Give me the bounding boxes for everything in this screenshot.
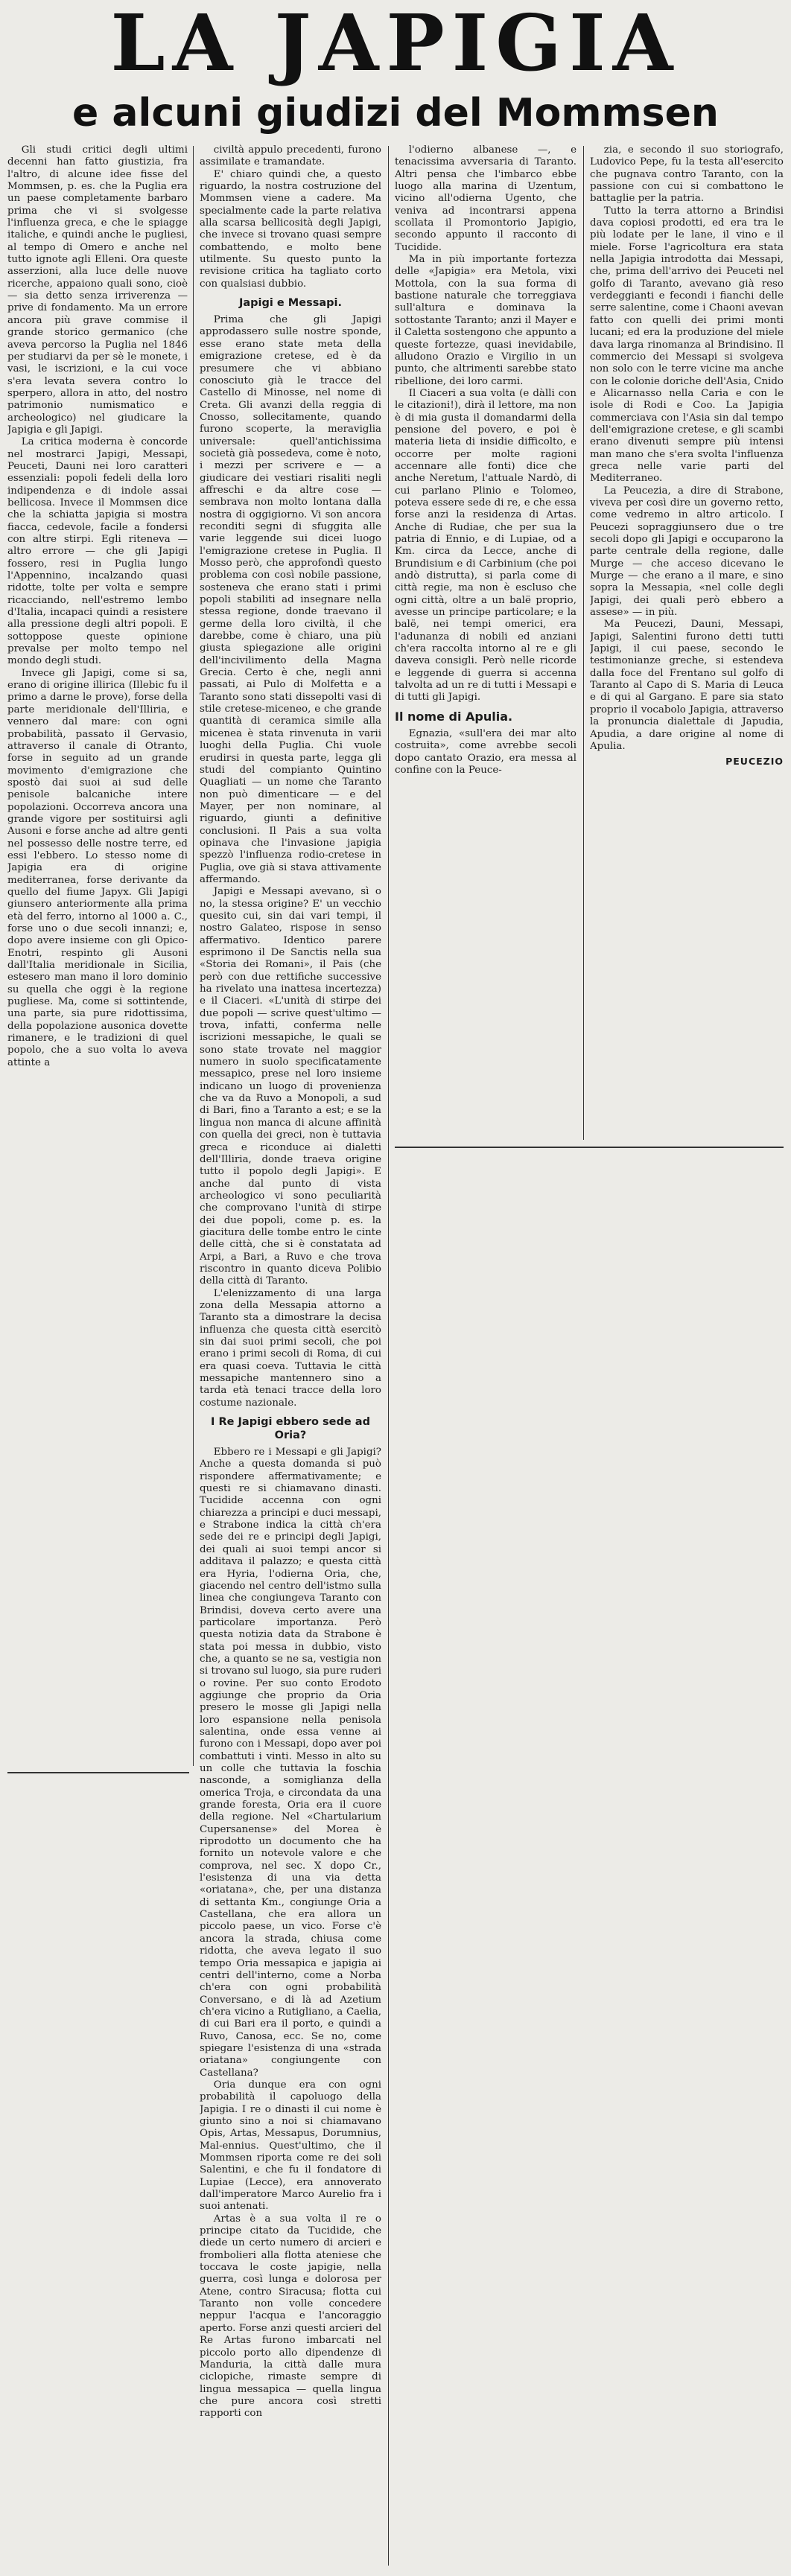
paragraph: Japigi e Messapi avevano, sì o no, la stessa origine? E' un vecchio quesito cui, sin dai vari tempi, il nostro Galateo, rispose in senso affermativo. Identico parere esprimono il De Sanctis nella sua «Storia dei Romani», il Pais (che però con due rettifiche successive ha rivelato una inattesa incertezza) e il Ciaceri. «L'unità di stirpe dei due popoli — scrive quest'ultimo — trova, infatti, conferma nelle iscrizioni messapiche, le quali se sono state trovate nel maggior numero in suolo specificatamente messapico, prese nel loro insieme indicano un luogo di provenienza che va da Ruvo a Monopoli, a sud di Bari, fino a Taranto a est; e se la lingua non manca di alcune affinità con quella dei greci, non è tuttavia greca e riconduce ai dialetti dell'Illiria, donde traeva origine tutto il popolo degli Japigi». E anche dal punto di vista archeologico vi sono peculiarità che comprovano l'unità di stirpe dei due popoli, come p. es. la giacitura delle tombe entro le cinte delle città, che si è constatata ad Arpi, a Bari, a Ruvo e che trova riscontro in quanto diceva Polibio della città di Taranto. <box>200 886 381 1287</box>
paragraph: Oria dunque era con ogni probabilità il capoluogo della Japigia. I re o dinasti il cui nome è giunto sino a noi si chiamavano Opis, Artas, Messapus, Dorumnius, Mal-ennius. Quest'ultimo, che il Mommsen riporta come re dei soli Salentini, e che fu il fondatore di Lupiae (Lecce), era annoverato dall'imperatore Marco Aurelio fra i suoi antenati. <box>200 2079 381 2213</box>
paragraph: Invece gli Japigi, come si sa, erano di origine illirica (Illebic fu il primo a darne le prove), forse della parte meridionale dell'Illiria, e vennero dal mare: con ogni probabilità, passato il Gervasio, attraverso il canale di Otranto, forse in seguito ad un grande movimento d'emigrazione che spostò dai suoi ai sud delle penisole balcaniche intere popolazioni. Occorreva ancora una grande vigore per sostituirsi agli Ausoni e forse anche ad altre genti nel possesso delle nostre terre, ed essi l'ebbero. Lo stesso nome di Japigia era di origine mediterranea, forse derivante da quello del fiume Japyx. Gli Japigi giunsero anteriormente alla prima età del ferro, intorno al 1000 a. C., forse uno o due secoli innanzi; e, dopo avere insieme con gli Opico-Enotri, respinto gli Ausoni dall'Italia meridionale in Sicilia, estesero man mano il loro dominio su quella che oggi è la regione pugliese. Ma, come si sottintende, una parte, sia pure ridottissima, della popolazione ausonica dovette rimanere, e le tradizioni di quel popolo, che a suo volta lo aveva attinte a <box>7 667 188 1068</box>
column-rule <box>583 146 584 1140</box>
column-rule <box>388 146 389 2566</box>
section-heading: I Re Japigi ebbero sede ad Oria? <box>211 1416 370 1442</box>
headline-subtitle: e alcuni giudizi del Mommsen <box>72 91 719 136</box>
headline-title: LA JAPIGIA <box>110 0 681 89</box>
paragraph: Ma in più importante fortezza delle «Japigia» era Metola, vixi Mottola, con la sua forma di bastione naturale che torreggiava sull'altura e dominava la sottostante Taranto; anzi il Mayer e il Caletta sostengono che appunto a queste fortezze, quasi inevidabile, alludono Orazio e Virgilio in un punto, che altrimenti sarebbe stato ribellione, dei loro carmi. <box>395 254 576 387</box>
paragraph: civiltà appulo precedenti, furono assimilate e tramandate. <box>200 144 381 168</box>
paragraph: zia, e secondo il suo storiografo, Ludovico Pepe, fu la testa all'esercito che pugnava contro Taranto, con la passione con cui si combattono le battaglie per la patria. <box>590 144 784 205</box>
article-column-2 <box>200 144 381 2572</box>
paragraph: l'odierno albanese —, e tenacissima avversaria di Taranto. Altri pensa che l'imbarco ebbe luogo alla marina di Uzentum, vicino all'odierna Ugento, che veniva ad incontrarsi appena scollata il Promontorio Japigio, secondo appunto il racconto di Tucidide. <box>395 144 576 253</box>
paragraph: E' chiaro quindi che, a questo riguardo, la nostra costruzione del Mommsen viene a cadere. Ma specialmente cade la parte relativa alla scarsa bellicosità degli Japigi, che invece si trovano quasi sempre combattendo, e molto bene utilmente. Su questo punto la revisione critica ha tagliato corto con qualsiasi dubbio. <box>200 168 381 290</box>
paragraph: La Peucezia, a dire di Strabone, viveva per così dire un governo retto, come vedremo in altro articolo. I Peucezi sopraggiunsero due o tre secoli dopo gli Japigi e occuparono la parte centrale della regione, dalle Murge — che acceso dicevano le Murge — che erano a il mare, e sino sopra la Messapia, «nel colle degli Japigi, dei quali però ebbero a assese» — in più. <box>590 485 784 619</box>
article-column-1 <box>7 144 188 1767</box>
article-column-4 <box>590 144 784 1142</box>
column-end-rule <box>7 1772 189 1773</box>
section-heading: Il nome di Apulia. <box>395 709 513 724</box>
paragraph: Artas è a sua volta il re o principe citato da Tucidide, che diede un certo numero di arcieri e frombolieri alla flotta ateniese che toccava le coste japigie, nella guerra, così lunga e dolorosa per Atene, contro Siracusa; flotta cui Taranto non volle concedere neppur l'acqua e l'ancoraggio aperto. Forse anzi questi arcieri del Re Artas furono imbarcati nel piccolo porto allo dipendenze di Manduria, la città dalle mura ciclopiche, rimaste sempre di lingua messapica — quella lingua che pure ancora così stretti rapporti con <box>200 2213 381 2420</box>
paragraph: Ebbero re i Messapi e gli Japigi? Anche a questa domanda si può rispondere affermativamente; e questi re si chiamavano dinasti. Tucidide accenna con ogni chiarezza a principi e duci messapi, e Strabone indica la città ch'era sede dei re e principi degli Japigi, dei quali ai suoi tempi ancor si additava il palazzo; e questa città era Hyria, l'odierna Oria, che, giacendo nel centro dell'istmo sulla linea che congiungeva Taranto con Brindisi, doveva certo avere una particolare importanza. Però questa notizia data da Strabone è stata poi messa in dubbio, visto che, a quanto se ne sa, vestigia non si trovano sul luogo, sia pure ruderi o rovine. Per suo conto Erodoto aggiunge che proprio da Oria presero le mosse gli Japigi nella loro espansione nella penisola salentina, onde essa venne ai furono con i Messapi, dopo aver poi combattuti i vinti. Messo in alto su un colle che tuttavia la foschia nasconde, a somiglianza della omerica Troja, e circondata da una grande foresta, Oria era il cuore della regione. Nel «Chartularium Cupersanense» del Morea è riprodotto un documento che ha fornito un notevole valore e che comprova, nel sec. X dopo Cr., l'esistenza di una via detta «oriatana», che, per una distanza di settanta Km., congiunge Oria a Castellana, che era allora un piccolo paese, un vico. Forse c'è ancora la strada, chiusa come ridotta, che aveva legato il suo tempo Oria messapica e japigia ai centri dell'interno, come a Norba ch'era con ogni probabilità Conversano, e di là ad Azetium ch'era vicino a Rutigliano, a Caelia, di cui Bari era il porto, e quindi a Ruvo, Canosa, ecc. Se no, come spiegare l'esistenza di una «strada oriatana» congiungente con Castellana? <box>200 1447 381 2079</box>
paragraph: L'elenizzamento di una larga zona della Messapia attorno a Taranto sta a dimostrare la decisa influenza che questa città esercitò sin dai suoi primi secoli, che poi erano i primi secoli di Roma, di cui era quasi coeva. Tuttavia le città messapiche mantennero sino a tarda età tenaci tracce della loro costume nazionale. <box>200 1287 381 1409</box>
column-rule <box>193 146 194 1766</box>
paragraph: Ma Peucezi, Dauni, Messapi, Japigi, Salentini furono detti tutti Japigi, il cui paese, secondo le testimonianze greche, si estendeva dalla foce del Frentano sul golfo di Taranto al Capo di S. Maria di Leuca e di qui al Gargano. E pare sia stato proprio il vocabolo Japigia, attraverso la pronuncia dialettale di Japudia, Apudia, a dare origine al nome di Apulia. <box>590 619 784 752</box>
paragraph: La critica moderna è concorde nel mostrarci Japigi, Messapi, Peuceti, Dauni nei loro caratteri essenziali: popoli fedeli della loro indipendenza e di indole assai bellicosa. Invece il Mommsen dice che la schiatta japigia si mostra fiacca, cedevole, facile a fondersi con altre stirpi. Egli riteneva — altro errore — che gli Japigi fossero, resi in Puglia lungo l'Appennino, incalzando quasi ridotte, tolte per volta e sempre ricacciando, nell'estremo lembo d'Italia, incapaci quindi a resistere alla pressione degli altri popoli. E sottoppose queste opinione prevalse per molto tempo nel mondo degli studi. <box>7 436 188 667</box>
paragraph: Il Ciaceri a sua volta (e dàlli con le citazioni!), dirà il lettore, ma non è di mia gusta il domandarmi della pensione del povero, e poi è materia lieta di insidie difficolto, e occorre per molte ragioni accennare alle fonti) dice che anche Neretum, l'attuale Nardò, di cui parlano Plinio e Tolomeo, poteva essere sede di re, e che essa forse anzi la residenza di Artas. Anche di Rudiae, che per sua la patria di Ennio, e di Lupiae, od a Km. circa da Lecce, anche di Brundisium e di Carbinium (che poi andò distrutta), si parla come di città regie, ma non è escluso che ogni città, oltre a un balë proprio, avesse un principe particolare; e la balë, nei tempi omerici, era l'adunanza di nobili ed anziani ch'era raccolta intorno al re e gli daveva consigli. Però nelle ricorde e leggende di guerra si accenna talvolta ad un re di tutti i Messapi e di tutti gli Japigi. <box>395 387 576 704</box>
section-heading: Japigi e Messapi. <box>239 297 342 310</box>
article-column-3 <box>395 144 576 1109</box>
paragraph: Tutto la terra attorno a Brindisi dava copiosi prodotti, ed era tra le più lodate per le lane, il vino e il miele. Forse l'agricoltura era stata nella Japigia introdotta dai Messapi, che, prima dell'arrivo dei Peuceti nel golfo di Taranto, avevano già reso verdeggianti e fecondi i fianchi delle serre salentine, come i Chaoni avevan fatto con quelli dei primi monti lucani; ed era la produzione del miele dava larga rinomanza al Brindisino. Il commercio dei Messapi si svolgeva non solo con le terre vicine ma anche con le colonie doriche dell'Asia, Cnido e Alicarnasso nella Caria e con le isole di Rodi e Coo. La Japigia commerciava con l'Asia sin dal tempo dell'emigrazione cretese, e gli scambi erano divenuti sempre più intensi man mano che s'era svolta l'influenza greca nelle varie parti del Mediterraneo. <box>590 205 784 485</box>
article-end-rule <box>395 1147 784 1148</box>
paragraph: Egnazia, «sull'era dei mar alto costruita», come avrebbe secoli dopo cantato Orazio, era messa al confine con la Peuce- <box>395 727 576 776</box>
paragraph: Prima che gli Japigi approdassero sulle nostre sponde, esse erano state meta della emigrazione cretese, ed è da presumere che vi abbiano conosciuto già le tracce del Castello di Minosse, nel nome di Creta. Gli avanzi della reggia di Cnosso, sollecitamente, quando furono scoperte, la meraviglia universale: quell'antichissima società già possedeva, come è noto, i mezzi per scrivere e — a giudicare dei vestiari risaliti negli affreschi e da altre cose — sembrava non molto lontana dalla nostra di oggigiorno. Vi son ancora reconditi segni di sfuggita alle varie leggende sui dicei luogo l'emigrazione cretese in Puglia. Il Mosso però, che approfondì questo problema con così nobile passione, sosteneva che erano stati i primi popoli stabiliti ad insegnare nella stessa regione, donde traevano il germe della loro civiltà, il che darebbe, come è chiaro, una più giusta spiegazione alle origini dell'incivilimento della Magna Grecia. Certo è che, negli anni passati, ai Pulo di Molfetta e a Taranto sono stati dissepolti vasi di stile cretese-miceneo, e che grande quantità di ceramica simile alla micenea è stata rinvenuta in varii luoghi della Puglia. Chi vuole erudirsi in questa parte, legga gli studi del compianto Quintino Quagliati — un nome che Taranto non può dimenticare — e del Mayer, per non nominare, al riguardo, giunti a definitive conclusioni. Il Pais a sua volta opinava che l'invasione japigia spezzò l'influenza rodio-cretese in Puglia, ove già si stava attivamente affermando. <box>200 314 381 885</box>
author-signature: PEUCEZIO <box>725 756 784 768</box>
paragraph: Gli studi critici degli ultimi decenni han fatto giustizia, fra l'altro, di alcune idee fisse del Mommsen, p. es. che la Puglia era un paese completamente barbaro prima che vi si svolgesse l'influenza greca, e che le spiagge italiche, e quindi anche le pugliesi, al tempo di Omero e anche nel tutto ignote agli Elleni. Ora queste asserzioni, alla luce delle nuove ricerche, appaiono quali sono, cioè — sia detto senza irriverenza — prive di fondamento. Ma un errore ancora più grave commise il grande storico germanico (che aveva percorso la Puglia nel 1846 per studiarvi da per sè le monete, i vasi, le iscrizioni, e la cui voce s'era levata severa contro lo sperpero, allora in atto, del nostro patrimonio numismatico e archeologico) nel giudicare la Japigia e gli Japigi. <box>7 144 188 436</box>
